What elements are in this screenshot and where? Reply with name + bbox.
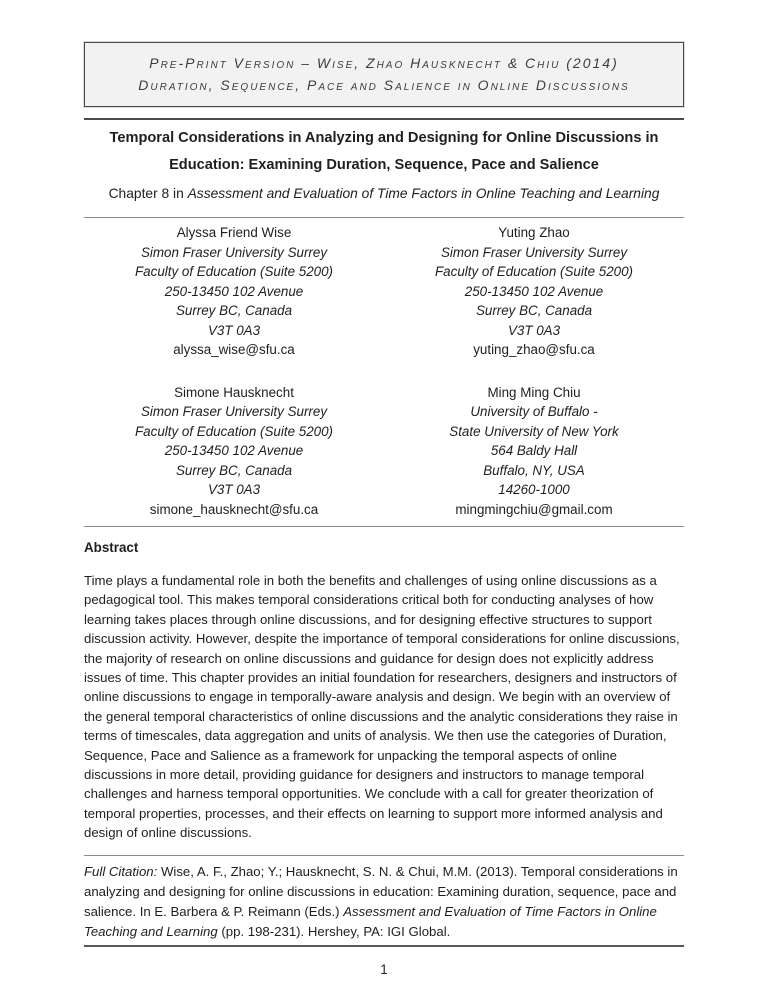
author-affiliation-line: 14260-1000 <box>498 482 570 497</box>
banner-line-1: Pre-Print Version – Wise, Zhao Hausknecht & Chiu (2014) <box>149 55 619 71</box>
author-email: yuting_zhao@sfu.ca <box>473 342 595 357</box>
paper-title: Temporal Considerations in Analyzing and Designing for Online Discussions in Education: Examining Duration, Sequence, Pace and Salience <box>109 130 659 173</box>
full-citation <box>84 862 684 942</box>
chapter-subtitle-prefix: Chapter 8 in <box>108 186 188 201</box>
chapter-subtitle <box>84 179 684 208</box>
author-block-wise <box>84 223 384 360</box>
abstract-text: Time plays a fundamental role in both the benefits and challenges of using online discussions as a pedagogical tool. This makes temporal considerations critical both for conducting analyses of how learning takes places through online discussions, and for designing effective structures to support discussion activity. However, despite the importance of temporal considerations for online discussions, the majority of research on online discussions and guidance for design does not explicitly address issues of time. This chapter provides an initial foundation for researchers, designers and instructors of online discussions to engage in temporally-aware analysis and design. We begin with an overview of the general temporal characteristics of online discussions and the analytic considerations they raise in terms of timescales, data aggregation and units of analysis. We then use the categories of Duration, Sequence, Pace and Salience as a framework for unpacking the temporal aspects of online discussions in more detail, providing guidance for designers and instructors to manage temporal challenges and harness temporal opportunities. We conclude with a call for greater theorization of temporal properties, processes, and their effects on learning to support more informed analysis and design of online discussions. <box>84 573 680 841</box>
author-affiliation-line: 250-13450 102 Avenue <box>464 283 604 299</box>
author-affiliation-line: 250-13450 102 Avenue <box>164 283 304 299</box>
author-affiliation-line: University of Buffalo - <box>470 404 598 419</box>
author-email: simone_hausknecht@sfu.ca <box>149 501 319 517</box>
citation-top-rule <box>84 855 684 856</box>
author-block-chiu <box>384 383 684 520</box>
author-affiliation-line: Surrey BC, Canada <box>475 303 593 318</box>
author-affiliation-line: Faculty of Education (Suite 5200) <box>135 264 333 279</box>
chapter-subtitle-book-title: Assessment and Evaluation of Time Factors in Online Teaching and Learning <box>187 186 660 201</box>
banner-line-2: Duration, Sequence, Pace and Salience in Online Discussions <box>138 77 630 93</box>
author-block-hausknecht <box>84 383 384 520</box>
author-affiliation-line: Faculty of Education (Suite 5200) <box>435 264 633 279</box>
author-affiliation-line: Faculty of Education (Suite 5200) <box>135 423 333 439</box>
author-affiliation-line: V3T 0A3 <box>507 322 561 338</box>
abstract-heading: Abstract <box>84 540 139 555</box>
page-number: 1 <box>380 961 388 977</box>
author-affiliation-line: 564 Baldy Hall <box>490 443 578 458</box>
author-email: alyssa_wise@sfu.ca <box>173 342 295 357</box>
author-affiliation-line: Buffalo, NY, USA <box>483 462 585 478</box>
abstract-top-rule <box>84 526 684 527</box>
citation-label: Full Citation: <box>84 863 158 879</box>
preprint-banner <box>84 42 684 107</box>
author-block-zhao <box>384 223 684 360</box>
authors-grid <box>84 218 684 519</box>
author-affiliation-line: Simon Fraser University Surrey <box>140 404 328 419</box>
author-name: Alyssa Friend Wise <box>176 225 292 240</box>
citation-bottom-rule <box>84 945 684 947</box>
author-name: Simone Hausknecht <box>174 384 294 400</box>
title-top-rule <box>84 118 684 120</box>
citation-text-after-book: (pp. 198-231). Hershey, PA: IGI Global. <box>217 923 451 939</box>
author-affiliation-line: V3T 0A3 <box>207 322 261 338</box>
author-affiliation-line: Surrey BC, Canada <box>175 303 293 318</box>
citation-book-title: Assessment and Evaluation of Time Factors in Online Teaching and Learning <box>84 903 657 939</box>
author-affiliation-line: Simon Fraser University Surrey <box>140 244 328 260</box>
author-name: Yuting Zhao <box>498 225 570 240</box>
author-affiliation-line: V3T 0A3 <box>207 482 261 497</box>
author-affiliation-line: State University of New York <box>449 423 619 439</box>
author-affiliation-line: Surrey BC, Canada <box>175 462 293 478</box>
author-name: Ming Ming Chiu <box>487 384 581 400</box>
author-affiliation-line: 250-13450 102 Avenue <box>164 443 304 458</box>
author-email: mingmingchiu@gmail.com <box>455 501 613 517</box>
author-affiliation-line: Simon Fraser University Surrey <box>440 244 628 260</box>
citation-text-before-book: Wise, A. F., Zhao; Y.; Hausknecht, S. N. & Chui, M.M. (2013). Temporal considerations in analyzing and designing for online discussions in education: Examining duration, sequence, pace and salience. In E. Barbera & P. Reimann (Eds.) <box>84 863 678 919</box>
